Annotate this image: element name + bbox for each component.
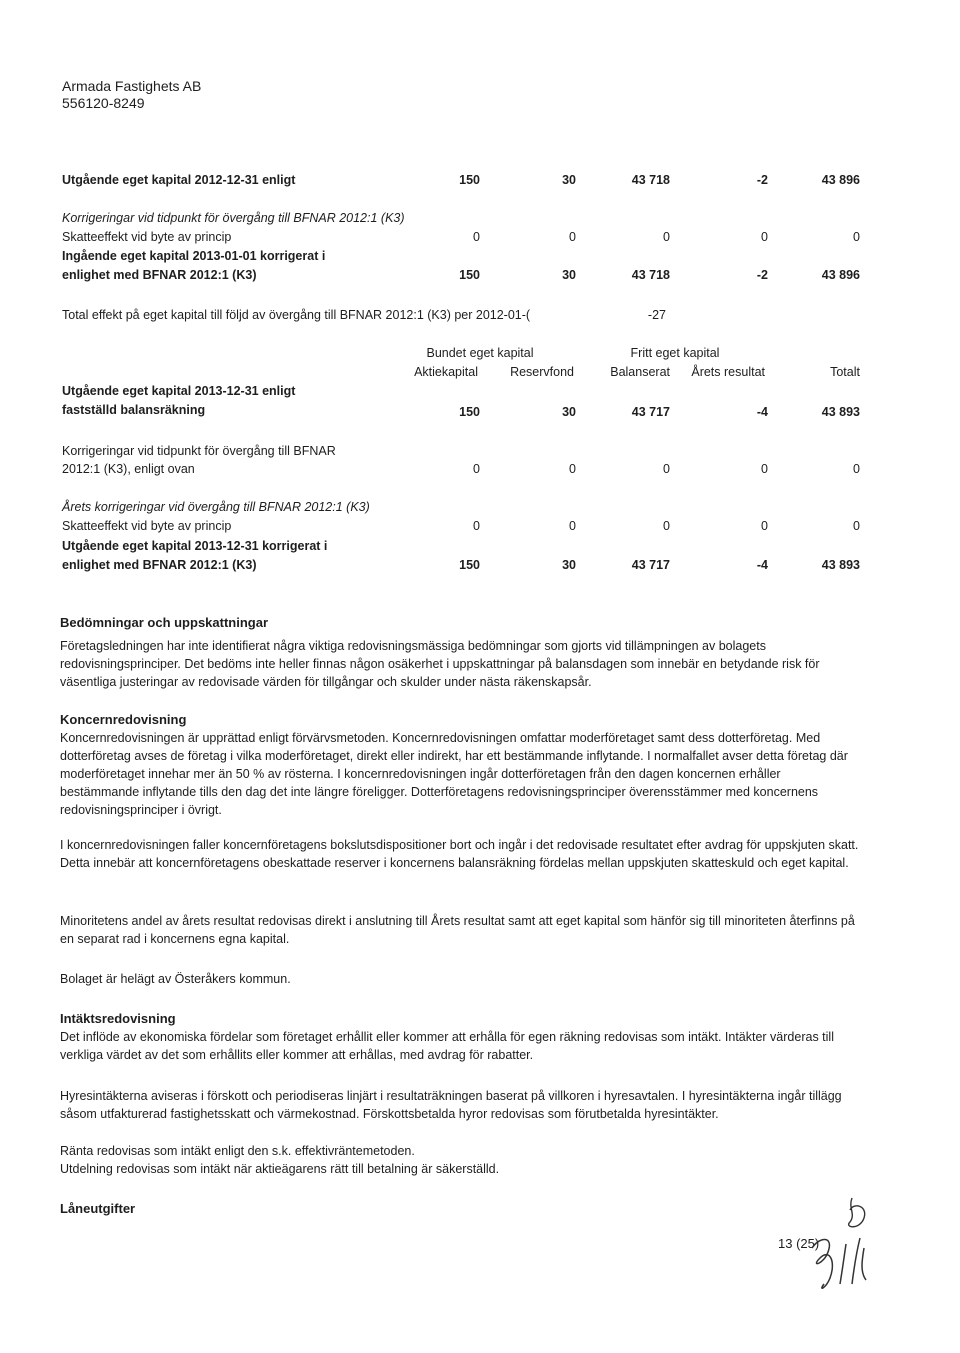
cell-total: 0 [853, 462, 860, 476]
column-header-reserve-fund: Reservfond [510, 365, 574, 379]
org-number: 556120-8249 [62, 95, 145, 111]
column-header-total: Totalt [830, 365, 860, 379]
cell-share-capital: 150 [459, 558, 480, 572]
row-label-opening-2013-line2: enlighet med BFNAR 2012:1 (K3) [62, 268, 257, 282]
cell-share-capital: 150 [459, 173, 480, 187]
paragraph-revenue-3a: Ränta redovisas som intäkt enligt den s.k. effektivräntemetoden. [60, 1144, 415, 1158]
cell-result: 0 [761, 462, 768, 476]
row-label-corrections-line2: 2012:1 (K3), enligt ovan [62, 462, 195, 476]
cell-retained: 0 [663, 230, 670, 244]
cell-reserve-fund: 30 [562, 173, 576, 187]
cell-reserve-fund: 30 [562, 405, 576, 419]
paragraph-revenue-3b: Utdelning redovisas som intäkt när aktieägarens rätt till betalning är säkerställd. [60, 1162, 500, 1176]
cell-share-capital: 0 [473, 230, 480, 244]
cell-reserve-fund: 0 [569, 519, 576, 533]
paragraph-estimates: Företagsledningen har inte identifierat några viktiga redovisningsmässiga bedömningar som gjorts vid tillämpningen av bolagets redovisningsprinciper. Det bedöms inte heller finnas någon osäkerhet i uppskattningar på balansdagen som innebär en betydande risk för väsentliga justeringar av redovisade värden för tillgångar och skulder under nästa räkenskapsår. [60, 639, 820, 689]
cell-reserve-fund: 30 [562, 268, 576, 282]
cell-result: 0 [761, 519, 768, 533]
paragraph-group-accounting-2: I koncernredovisningen faller koncernföretagens bokslutsdispositioner bort och ingår i det redovisade resultatet efter avdrag för uppskjuten skatt. Detta innebär att koncernföretagens obeskattade reserver i koncernens balansräkning fördelas mellan uppskjuten skatteskuld och eget kapital. [60, 838, 859, 870]
cell-total: 43 893 [821, 558, 860, 572]
cell-result: -2 [756, 173, 768, 187]
row-label-closing-corrected-line2: enlighet med BFNAR 2012:1 (K3) [62, 558, 257, 572]
column-header-result: Årets resultat [691, 365, 765, 379]
section-label-corrections: Korrigeringar vid tidpunkt för övergång till BFNAR 2012:1 (K3) [62, 211, 405, 225]
cell-total: 43 896 [821, 268, 860, 282]
cell-share-capital: 0 [473, 519, 480, 533]
cell-retained: 43 717 [631, 558, 670, 572]
cell-result: 0 [761, 230, 768, 244]
cell-total: 43 893 [821, 405, 860, 419]
cell-reserve-fund: 30 [562, 558, 576, 572]
section-label-year-corrections: Årets korrigeringar vid övergång till BFNAR 2012:1 (K3) [62, 500, 370, 514]
cell-reserve-fund: 0 [569, 230, 576, 244]
row-label-opening-2013-line1: Ingående eget kapital 2013-01-01 korrigerat i [62, 249, 326, 263]
paragraph-group-accounting-4: Bolaget är helägt av Österåkers kommun. [60, 972, 291, 986]
total-effect-value: -27 [647, 308, 666, 322]
page-number: 13 (25) [778, 1236, 820, 1251]
row-label-corrections-line1: Korrigeringar vid tidpunkt för övergång till BFNAR [62, 444, 336, 458]
row-label-closing-2013-line2: fastställd balansräkning [62, 403, 206, 417]
cell-total: 43 896 [821, 173, 860, 187]
company-name: Armada Fastighets AB [62, 78, 202, 94]
cell-retained: 0 [663, 519, 670, 533]
column-header-retained: Balanserat [610, 365, 670, 379]
cell-total: 0 [853, 230, 860, 244]
paragraph-revenue-1: Det inflöde av ekonomiska fördelar som företaget erhållit eller kommer att erhålla för egen räkning redovisas som intäkt. Intäkter värderas till verkliga värdet av det som erhållits eller kommer att erhållas, med avdrag för rabatter. [60, 1030, 834, 1062]
cell-result: -4 [756, 558, 768, 572]
column-header-share-capital: Aktiekapital [414, 365, 478, 379]
heading-revenue-recognition: Intäktsredovisning [60, 1011, 176, 1026]
cell-retained: 43 718 [631, 173, 670, 187]
total-effect-label: Total effekt på eget kapital till följd av övergång till BFNAR 2012:1 (K3) per 2012-01-( [62, 308, 531, 322]
heading-group-accounting: Koncernredovisning [60, 712, 187, 727]
group-header-bound-equity: Bundet eget kapital [426, 346, 534, 360]
cell-retained: 0 [663, 462, 670, 476]
heading-estimates: Bedömningar och uppskattningar [60, 615, 269, 630]
cell-retained: 43 718 [631, 268, 670, 282]
cell-total: 0 [853, 519, 860, 533]
row-label-closing-2012: Utgående eget kapital 2012-12-31 enligt [62, 173, 296, 187]
heading-loan-costs: Låneutgifter [60, 1201, 136, 1216]
cell-share-capital: 150 [459, 268, 480, 282]
cell-reserve-fund: 0 [569, 462, 576, 476]
row-label-closing-2013-line1: Utgående eget kapital 2013-12-31 enligt [62, 384, 296, 398]
row-label-tax-effect: Skatteeffekt vid byte av princip [62, 230, 232, 244]
signature-initials [790, 1188, 890, 1298]
paragraph-group-accounting-3: Minoritetens andel av årets resultat redovisas direkt i anslutning till Årets resultat samt att eget kapital som hänför sig till minoriteten återfinns på en separat rad i koncernens egna kapital. [60, 914, 855, 946]
paragraph-revenue-2: Hyresintäkterna aviseras i förskott och periodiseras linjärt i resultaträkningen baserat på villkoren i hyresavtalen. I hyresintäkterna ingår tillägg såsom utfakturerad fastighetsskatt och värmekostnad. Förskottsbetalda hyror redovisas som förutbetalda hyresintäkter. [60, 1089, 842, 1121]
cell-retained: 43 717 [631, 405, 670, 419]
group-header-free-equity: Fritt eget kapital [630, 346, 720, 360]
cell-result: -2 [756, 268, 768, 282]
paragraph-group-accounting-1: Koncernredovisningen är upprättad enligt förvärvsmetoden. Koncernredovisningen omfattar moderföretaget samt dess dotterföretag. Med dotterföretag avses de företag i vilka moderföretaget, direkt eller indirekt, har ett bestämmande inflytande. I normalfallet avser detta företag där moderföretaget innehar mer än 50 % av rösterna. I koncernredovisningen ingår dotterföretagen från den dagen koncernen erhåller bestämmande inflytande tills den dag det inte längre föreligger. Dotterföretagens redovisningsprinciper överensstämmer med koncernens redovisningsprinciper i övrigt. [60, 731, 848, 817]
cell-share-capital: 0 [473, 462, 480, 476]
cell-result: -4 [756, 405, 768, 419]
row-label-tax-effect: Skatteeffekt vid byte av princip [62, 519, 232, 533]
cell-share-capital: 150 [459, 405, 480, 419]
row-label-closing-corrected-line1: Utgående eget kapital 2013-12-31 korrigerat i [62, 539, 328, 553]
